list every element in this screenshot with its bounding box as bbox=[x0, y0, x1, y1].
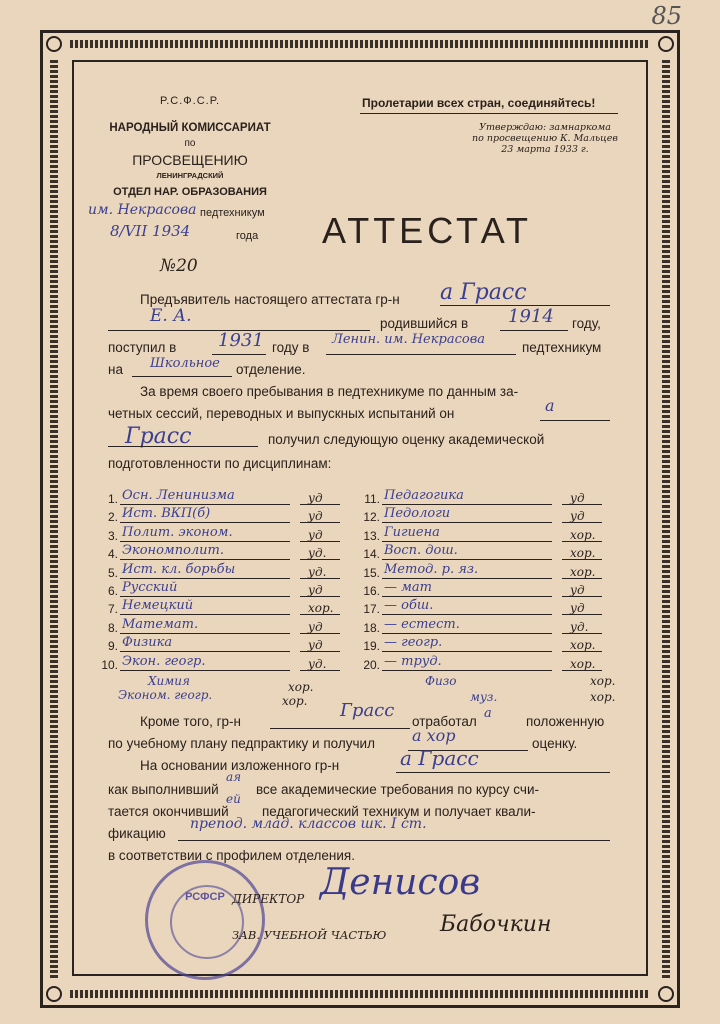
subject-right-row bbox=[362, 543, 612, 561]
header-line-2: по bbox=[184, 138, 196, 149]
extra-subject-3: Физо bbox=[425, 674, 457, 688]
field-line bbox=[382, 559, 552, 560]
extra-grade-2: хор. bbox=[282, 694, 308, 708]
gender-ending-4: ей bbox=[226, 792, 241, 806]
header-ministry bbox=[95, 120, 285, 200]
extra-subject-1: Химия bbox=[148, 674, 190, 688]
field-line bbox=[120, 633, 290, 634]
para2-line-3: получил следующую оценку академической bbox=[268, 432, 545, 447]
gender-ending: а bbox=[545, 396, 555, 415]
issue-date-handwritten: 8/VII 1934 bbox=[110, 222, 191, 240]
document-title: АТТЕСТАТ bbox=[322, 210, 532, 251]
subject-name: Немецкий bbox=[122, 598, 194, 614]
subject-name: — геогр. bbox=[384, 635, 443, 651]
header-line-5: ОТДЕЛ НАР. ОБРАЗОВАНИЯ bbox=[113, 186, 267, 198]
corner-ornament-icon bbox=[658, 36, 674, 52]
field-line bbox=[382, 633, 552, 634]
subject-number: 16. bbox=[363, 583, 380, 598]
field-line bbox=[132, 376, 232, 377]
subject-number: 6. bbox=[107, 583, 118, 598]
para1-text-4: поступил в bbox=[108, 340, 177, 355]
extra-subject-2: Эконом. геогр. bbox=[118, 688, 213, 702]
subject-name: Русский bbox=[122, 579, 178, 595]
subject-number: 10. bbox=[101, 657, 118, 672]
field-line bbox=[562, 541, 602, 542]
subject-grade: уд bbox=[308, 509, 323, 524]
approval-note bbox=[470, 122, 620, 155]
para2-line-4: подготовленности по дисциплинам: bbox=[108, 456, 332, 471]
head-signature: Бабочкин bbox=[440, 912, 552, 937]
subject-name: — мат bbox=[384, 579, 432, 595]
holder-name-2: Грасс bbox=[125, 424, 192, 449]
field-line bbox=[300, 633, 340, 634]
subject-grade: хор. bbox=[570, 546, 596, 561]
subject-name: Педагогика bbox=[384, 488, 464, 503]
school-printed: педтехникум bbox=[200, 207, 265, 219]
border-left-ornament bbox=[50, 60, 58, 980]
subject-name: Ист. ВКП(б) bbox=[122, 506, 211, 522]
extra-subject-4: муз. bbox=[470, 690, 498, 704]
field-line bbox=[300, 559, 340, 560]
subject-grade: хор. bbox=[570, 656, 596, 671]
field-line bbox=[562, 578, 602, 579]
field-line bbox=[120, 541, 290, 542]
para1-text-2: родившийся в bbox=[380, 316, 469, 331]
field-line bbox=[562, 504, 602, 505]
subject-number: 4. bbox=[107, 547, 118, 562]
field-line bbox=[108, 446, 258, 447]
field-line bbox=[562, 670, 602, 671]
subject-grade: хор. bbox=[570, 527, 596, 542]
subject-left-row bbox=[100, 543, 360, 561]
subject-grade: хор. bbox=[570, 564, 596, 579]
field-line bbox=[382, 651, 552, 652]
subject-number: 18. bbox=[363, 620, 380, 635]
subject-number: 14. bbox=[363, 547, 380, 562]
field-line bbox=[382, 504, 552, 505]
field-line bbox=[396, 772, 610, 773]
subject-name: Педологи bbox=[384, 506, 451, 522]
field-line bbox=[562, 633, 602, 634]
subject-number: 20. bbox=[363, 657, 380, 672]
field-line bbox=[562, 651, 602, 652]
field-line bbox=[326, 354, 516, 355]
gender-ending-3: ая bbox=[226, 770, 242, 784]
subject-right-row bbox=[362, 635, 612, 653]
para4-text-3: все академические требования по курсу счи- bbox=[256, 782, 539, 797]
field-line bbox=[300, 522, 340, 523]
para1-text-7: на bbox=[108, 362, 123, 377]
para2-line-2: четных сессий, переводных и выпускных испытаний он bbox=[108, 406, 455, 421]
holder-name: а Грасс bbox=[440, 280, 527, 305]
subject-name: Полит. эконом. bbox=[122, 524, 233, 540]
page-number: 85 bbox=[651, 2, 682, 30]
subject-name: — естест. bbox=[384, 616, 460, 632]
subject-number: 15. bbox=[363, 565, 380, 580]
birth-year: 1914 bbox=[508, 306, 554, 327]
field-line bbox=[382, 522, 552, 523]
subject-name: Ист. кл. борьбы bbox=[122, 561, 236, 577]
border-right-ornament bbox=[662, 60, 670, 980]
subject-name: Метод. р. яз. bbox=[384, 561, 479, 577]
approval-line-1: Утверждаю: замнаркома bbox=[479, 122, 611, 133]
extra-grade-4: хор. bbox=[590, 690, 616, 704]
field-line bbox=[300, 578, 340, 579]
subject-name: — труд. bbox=[384, 653, 442, 669]
field-line bbox=[300, 504, 340, 505]
subject-grade: хор. bbox=[308, 601, 334, 616]
para1-text-1: Предъявитель настоящего аттестата гр-н bbox=[140, 292, 400, 307]
field-line bbox=[300, 596, 340, 597]
para4-text-7: в соответствии с профилем отделения. bbox=[108, 848, 355, 863]
field-line bbox=[120, 559, 290, 560]
field-line bbox=[300, 614, 340, 615]
subject-number: 8. bbox=[107, 620, 118, 635]
stamp-text: РСФСР bbox=[185, 891, 225, 903]
subject-number: 5. bbox=[107, 565, 118, 580]
field-line bbox=[300, 651, 340, 652]
subject-left-row bbox=[100, 654, 360, 672]
subject-name: — обш. bbox=[384, 598, 434, 614]
subject-right-row bbox=[362, 562, 612, 580]
corner-ornament-icon bbox=[46, 986, 62, 1002]
field-line bbox=[562, 614, 602, 615]
subject-grade: уд bbox=[308, 582, 323, 597]
subjects-right-list bbox=[362, 488, 612, 672]
issue-date-suffix: года bbox=[236, 230, 259, 242]
subject-name: Гигиена bbox=[384, 524, 440, 540]
corner-ornament-icon bbox=[46, 36, 62, 52]
corner-ornament-icon bbox=[658, 986, 674, 1002]
subject-number: 9. bbox=[107, 639, 118, 654]
subject-number: 3. bbox=[107, 528, 118, 543]
subject-right-row bbox=[362, 506, 612, 524]
field-line bbox=[120, 504, 290, 505]
practice-grade: а хор bbox=[412, 726, 456, 745]
header-line-1: НАРОДНЫЙ КОМИССАРИАТ bbox=[109, 122, 271, 134]
para3-text-3: положенную bbox=[526, 714, 605, 729]
subject-grade: уд bbox=[308, 491, 323, 505]
holder-name-3: Грасс bbox=[340, 700, 395, 721]
school-handwritten: Ленин. им. Некрасова bbox=[332, 332, 486, 347]
field-line bbox=[120, 614, 290, 615]
field-line bbox=[500, 330, 568, 331]
subject-right-row bbox=[362, 598, 612, 616]
field-line bbox=[382, 670, 552, 671]
para3-text-4: по учебному плану педпрактику и получил bbox=[108, 736, 375, 751]
field-line bbox=[382, 614, 552, 615]
subject-grade: уд bbox=[308, 638, 323, 653]
head-label: ЗАВ. УЧЕБНОЙ ЧАСТЬЮ bbox=[232, 928, 387, 942]
qualification-handwritten: препод. млад. классов шк. I ст. bbox=[190, 816, 427, 832]
field-line bbox=[270, 728, 410, 729]
subject-grade: уд. bbox=[308, 546, 327, 561]
subject-grade: уд bbox=[308, 619, 323, 634]
header-line-3: ПРОСВЕЩЕНИЮ bbox=[132, 152, 248, 168]
subject-grade: уд bbox=[570, 491, 585, 505]
para4-text-6: фикацию bbox=[108, 826, 166, 841]
field-line bbox=[540, 420, 610, 421]
field-line bbox=[382, 596, 552, 597]
subjects-left-list bbox=[100, 488, 360, 672]
para4-text-1: На основании изложенного гр-н bbox=[140, 758, 340, 773]
field-line bbox=[382, 578, 552, 579]
subject-name: Восп. дош. bbox=[384, 543, 458, 559]
para1-text-6: педтехникум bbox=[522, 340, 602, 355]
subject-name: Экон. геогр. bbox=[122, 653, 206, 669]
extra-grade-3: хор. bbox=[590, 674, 616, 688]
subject-right-row bbox=[362, 654, 612, 672]
subject-number: 2. bbox=[107, 510, 118, 525]
field-line bbox=[300, 541, 340, 542]
subject-left-row bbox=[100, 562, 360, 580]
enter-year: 1931 bbox=[218, 330, 264, 351]
subject-name: Математ. bbox=[122, 616, 199, 632]
field-line bbox=[562, 522, 602, 523]
holder-name-4: а Грасс bbox=[400, 746, 479, 770]
subject-name: Экономполит. bbox=[122, 543, 225, 559]
para3-text-2: отработал bbox=[412, 714, 477, 729]
para4-text-2: как выполнивший bbox=[108, 782, 219, 797]
subject-left-row bbox=[100, 488, 360, 506]
subject-left-row bbox=[100, 525, 360, 543]
official-stamp bbox=[145, 860, 265, 980]
subject-left-row bbox=[100, 506, 360, 524]
slogan: Пролетарии всех стран, соединяйтесь! bbox=[362, 96, 596, 110]
approval-line-2: по просвещению К. Мальцев bbox=[472, 133, 618, 144]
para1-text-8: отделение. bbox=[236, 362, 306, 377]
border-top-ornament bbox=[70, 40, 650, 48]
para1-text-3: году, bbox=[572, 316, 601, 331]
para3-text-1: Кроме того, гр-н bbox=[140, 714, 241, 729]
border-bottom-ornament bbox=[70, 990, 650, 998]
approval-line-3: 23 марта 1933 г. bbox=[501, 144, 589, 155]
extra-grade-1: хор. bbox=[288, 680, 314, 694]
subject-number: 11. bbox=[364, 492, 380, 506]
subject-number: 17. bbox=[363, 602, 380, 617]
field-line bbox=[300, 670, 340, 671]
gender-ending-2: а bbox=[484, 706, 492, 721]
department-handwritten: Школьное bbox=[150, 356, 220, 371]
field-line bbox=[120, 578, 290, 579]
field-line bbox=[120, 670, 290, 671]
para1-text-5: году в bbox=[272, 340, 310, 355]
subject-left-row bbox=[100, 598, 360, 616]
para4-text-5: педагогический техникум и получает квали- bbox=[262, 804, 536, 819]
para2-line-1: За время своего пребывания в педтехникуме по данным за- bbox=[140, 384, 519, 399]
director-signature: Денисов bbox=[320, 862, 481, 903]
para4-text-4: тается окончивший bbox=[108, 804, 229, 819]
field-line bbox=[120, 651, 290, 652]
field-line bbox=[382, 541, 552, 542]
field-line bbox=[212, 354, 266, 355]
header-rsfsr: Р.С.Ф.С.Р. bbox=[159, 95, 221, 107]
subject-grade: хор. bbox=[570, 638, 596, 653]
holder-initials: Е. А. bbox=[150, 306, 192, 326]
subject-grade: уд. bbox=[570, 619, 589, 634]
field-line bbox=[178, 840, 610, 841]
subject-name: Осн. Ленинизма bbox=[122, 488, 235, 503]
subject-right-row bbox=[362, 488, 612, 506]
subject-left-row bbox=[100, 617, 360, 635]
subject-name: Физика bbox=[122, 635, 173, 651]
field-line bbox=[562, 559, 602, 560]
slogan-underline bbox=[360, 113, 618, 114]
subject-grade: уд bbox=[570, 582, 585, 597]
subject-number: 7. bbox=[107, 602, 118, 617]
subject-grade: уд. bbox=[308, 656, 327, 671]
subject-number: 19. bbox=[363, 639, 380, 654]
subject-right-row bbox=[362, 617, 612, 635]
subject-grade: уд bbox=[570, 601, 585, 616]
field-line bbox=[562, 596, 602, 597]
director-label: ДИРЕКТОР bbox=[232, 892, 305, 906]
subject-right-row bbox=[362, 580, 612, 598]
subject-right-row bbox=[362, 525, 612, 543]
subject-grade: уд bbox=[570, 509, 585, 524]
subject-grade: уд bbox=[308, 527, 323, 542]
subject-grade: уд. bbox=[308, 564, 327, 579]
subject-number: 13. bbox=[363, 528, 380, 543]
field-line bbox=[120, 596, 290, 597]
document-number: №20 bbox=[160, 256, 198, 276]
header-line-4: ЛЕНИНГРАДСКИЙ bbox=[156, 171, 224, 180]
subject-left-row bbox=[100, 635, 360, 653]
field-line bbox=[120, 522, 290, 523]
subject-left-row bbox=[100, 580, 360, 598]
subject-number: 12. bbox=[363, 510, 380, 525]
para3-text-5: оценку. bbox=[532, 736, 578, 751]
subject-number: 1. bbox=[107, 492, 118, 506]
school-name-handwritten: им. Некрасова bbox=[88, 202, 197, 218]
